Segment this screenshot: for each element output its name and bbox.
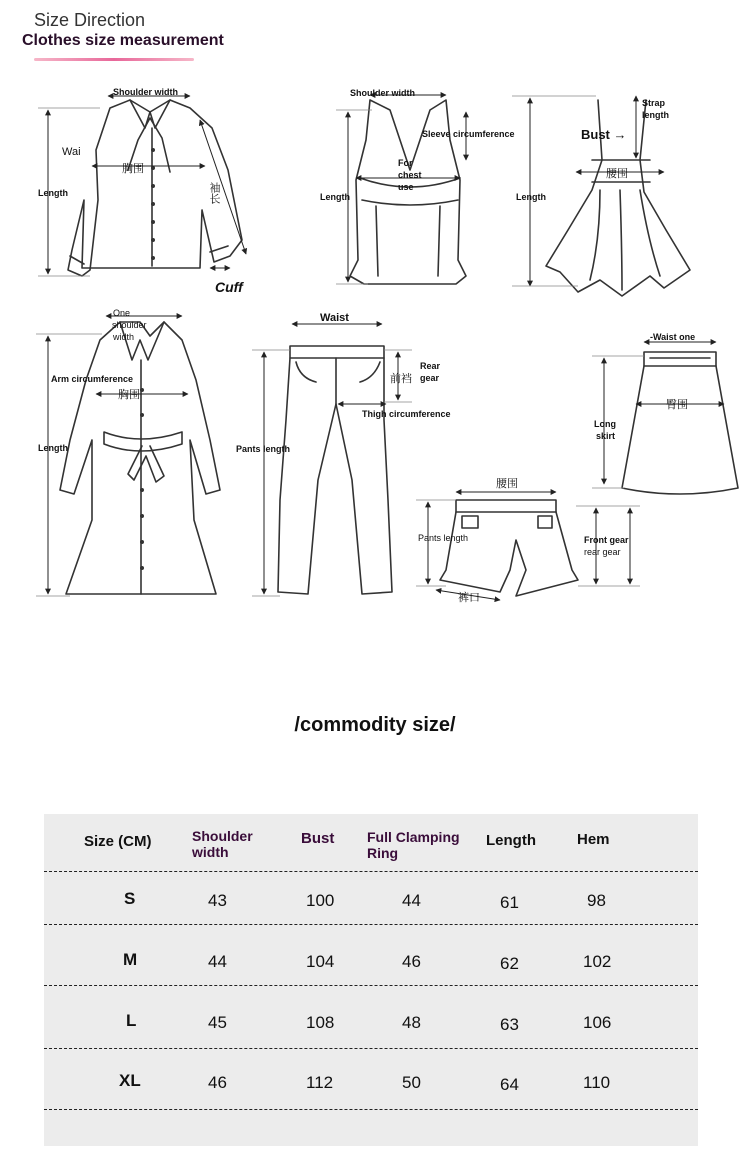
header-size: Size (CM) xyxy=(84,833,152,850)
shorts-leg-label: 裤口 xyxy=(458,592,480,604)
pants-front-label: 前裆 xyxy=(390,373,412,385)
coat-shoulder-label: shoulder xyxy=(112,320,147,330)
hem-cell: 98 xyxy=(587,891,606,910)
vest-illustration xyxy=(350,100,466,284)
coat-length-label: Length xyxy=(38,443,68,453)
pants-rear-label-2: gear xyxy=(420,373,440,383)
vest-use-label: use xyxy=(398,182,414,192)
shirt-sleeve-label: 袖长 xyxy=(208,182,220,204)
size-direction-title: Size Direction xyxy=(34,10,146,30)
shorts-front-label-2: rear gear xyxy=(584,547,621,557)
shorts-waist-label: 腰围 xyxy=(496,478,518,490)
shirt-length-label: Length xyxy=(38,188,68,198)
vest-length-label: Length xyxy=(320,192,350,202)
vest-chest-label: chest xyxy=(398,170,422,180)
skirt-illustration xyxy=(622,352,738,494)
header-bust: Bust xyxy=(301,830,335,847)
shoulder-cell: 44 xyxy=(208,952,227,971)
coat-chest-label: 胸围 xyxy=(118,389,140,401)
vest-shoulder-label: Shoulder width xyxy=(350,88,415,98)
pants-rear-label: Rear xyxy=(420,361,441,371)
ring-cell: 46 xyxy=(402,952,421,971)
ring-cell: 48 xyxy=(402,1013,421,1032)
vest-for-label: For xyxy=(398,158,413,168)
shorts-length-label: Pants length xyxy=(418,533,469,543)
table-row xyxy=(44,925,698,985)
size-cell: L xyxy=(126,1011,137,1030)
header-hem: Hem xyxy=(577,831,610,848)
header-ring-2: Ring xyxy=(367,845,399,861)
shirt-shoulder-label: Shoulder width xyxy=(113,87,178,97)
shirt-cuff-label: Cuff xyxy=(215,279,243,295)
coat-arm-label: Arm circumference xyxy=(51,374,134,384)
shoulder-cell: 43 xyxy=(208,891,227,910)
coat-one-label: One xyxy=(113,308,131,318)
hem-cell: 102 xyxy=(583,952,612,971)
bust-cell: 112 xyxy=(306,1073,334,1092)
size-table xyxy=(44,814,698,1146)
size-cell: XL xyxy=(119,1071,141,1090)
header-shoulder-2: width xyxy=(192,844,229,860)
dress-length-label: Length xyxy=(516,192,546,202)
header-length: Length xyxy=(486,832,536,849)
pants-thigh-label: Thigh circumference xyxy=(362,409,451,419)
pants-illustration xyxy=(278,346,392,594)
shoulder-cell: 45 xyxy=(208,1013,227,1032)
table-divider xyxy=(44,1109,698,1110)
shorts-illustration xyxy=(440,500,578,596)
table-row xyxy=(44,1049,698,1109)
table-row xyxy=(44,872,698,924)
ring-cell: 50 xyxy=(402,1073,421,1092)
header-ring: Full Clamping xyxy=(367,829,460,845)
length-cell: 61 xyxy=(500,893,519,912)
length-cell: 62 xyxy=(500,954,519,973)
ring-cell: 44 xyxy=(402,891,421,910)
hem-cell: 110 xyxy=(583,1073,611,1092)
length-cell: 63 xyxy=(500,1015,519,1034)
measurement-subtitle: Clothes size measurement xyxy=(22,32,224,49)
coat-width-label: width xyxy=(113,332,135,342)
pants-waist-label: Waist xyxy=(320,312,349,324)
skirt-long-label: Long xyxy=(594,419,616,429)
length-cell: 64 xyxy=(500,1075,519,1094)
header-shoulder: Shoulder xyxy=(192,828,253,844)
skirt-hip-label: 臀围 xyxy=(666,399,688,411)
bust-cell: 100 xyxy=(306,891,335,910)
shirt-chest-label: 胸围 xyxy=(122,163,144,175)
dress-bust-label: Bust → xyxy=(581,127,627,142)
bust-cell: 104 xyxy=(306,952,335,971)
commodity-size-title: /commodity size/ xyxy=(294,714,456,736)
bust-cell: 108 xyxy=(306,1013,335,1032)
skirt-long-label-2: skirt xyxy=(596,431,616,441)
shoulder-cell: 46 xyxy=(208,1073,227,1092)
dress-waist-label: 腰围 xyxy=(606,168,628,180)
coat-illustration xyxy=(60,322,220,594)
dress-strap-label: Strap xyxy=(642,98,666,108)
shorts-front-label: Front gear xyxy=(584,535,629,545)
table-row xyxy=(44,986,698,1048)
pants-length-label: Pants length xyxy=(236,444,291,454)
skirt-waist-label: -Waist one xyxy=(650,332,696,342)
hem-cell: 106 xyxy=(583,1013,612,1032)
dress-strap-label-2: length xyxy=(642,110,669,120)
shirt-waist-label: Wai xyxy=(62,146,81,158)
size-cell: M xyxy=(123,950,138,969)
size-cell: S xyxy=(124,889,136,908)
vest-sleeve-label: Sleeve circumference xyxy=(422,129,515,139)
